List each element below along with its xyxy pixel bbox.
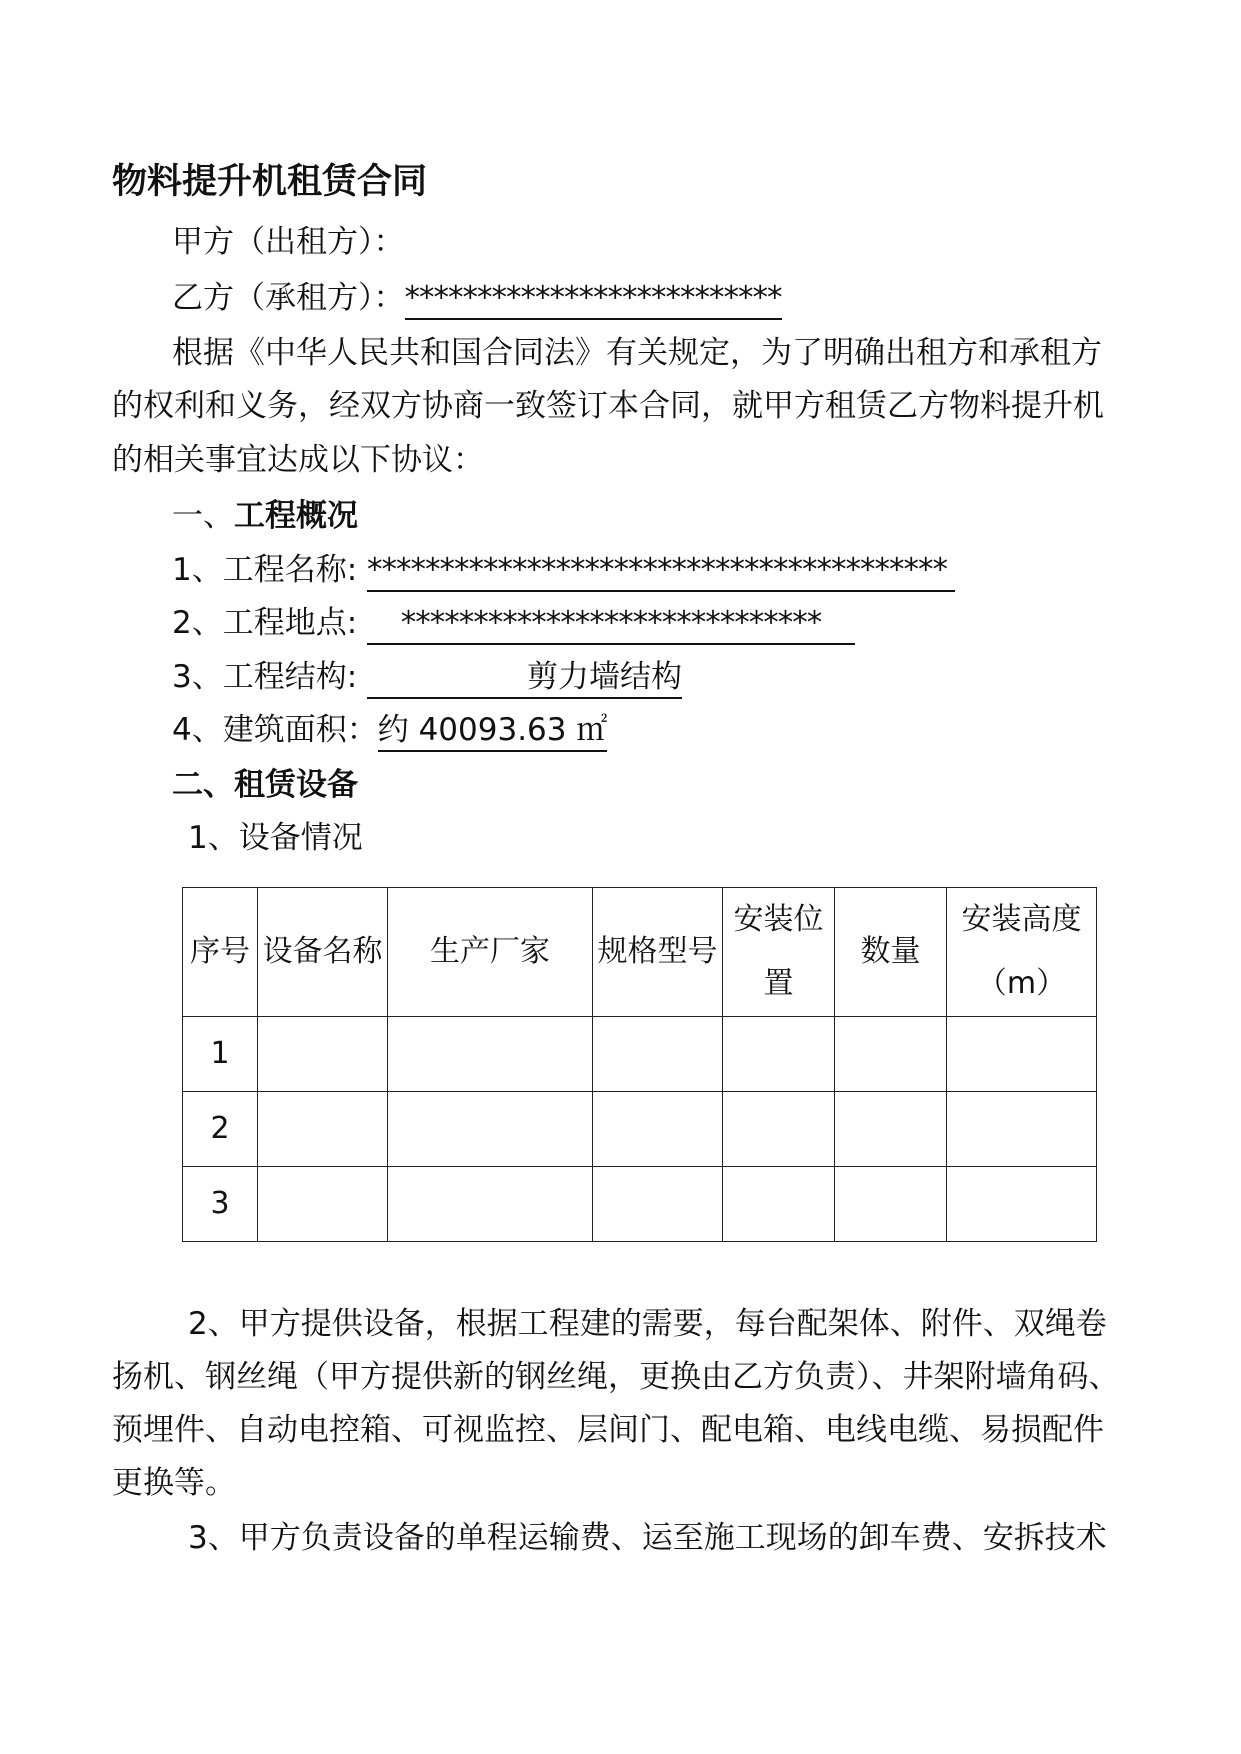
section-2-heading: 二、租赁设备 [172, 767, 358, 803]
table-row [183, 1092, 1097, 1167]
header-cell-quantity: 数量 [835, 888, 947, 1017]
intro-line-2: 的权利和义务，经双方协商一致签订本合同，就甲方租赁乙方物料提升机 [112, 388, 1104, 424]
header-cell-equipment-name: 设备名称 [258, 888, 388, 1017]
project-structure-value: 剪力墙结构 [367, 657, 682, 699]
table-cell [835, 1017, 947, 1092]
table-cell [947, 1017, 1097, 1092]
paragraph-line [112, 1298, 1172, 1351]
table-cell-index: 3 [183, 1167, 258, 1242]
table-cell [835, 1092, 947, 1167]
table-cell [723, 1017, 835, 1092]
section-1-title: 工程概况 [234, 498, 358, 534]
equipment-table [182, 887, 1097, 1242]
project-structure-label: 3、工程结构: [172, 659, 358, 695]
table-cell [388, 1167, 593, 1242]
building-area-label: 4、建筑面积： [172, 712, 378, 748]
document-title: 物料提升机租赁合同 [112, 162, 428, 202]
header-cell-manufacturer: 生产厂家 [388, 888, 593, 1017]
table-cell [593, 1092, 723, 1167]
building-area-line [172, 710, 607, 752]
party-a-line: 甲方（出租方）： [172, 224, 405, 260]
table-cell [723, 1167, 835, 1242]
paragraph-line: 更换等。 [112, 1465, 236, 1501]
table-cell [258, 1017, 388, 1092]
project-name-label: 1、工程名称: [172, 552, 358, 588]
project-location-line [172, 603, 855, 645]
table-row [183, 1167, 1097, 1242]
section-1-prefix: 一、 [172, 498, 234, 534]
project-location-value: ***************************** [367, 603, 855, 645]
project-structure-line [172, 657, 682, 699]
header-cell-index: 序号 [183, 888, 258, 1017]
intro-line-3: 的相关事宜达成以下协议： [112, 442, 484, 478]
table-cell [258, 1092, 388, 1167]
paragraph-text: 2、甲方提供设备，根据工程建的需要，每台配架体、附件、双绳卷 [188, 1306, 1107, 1342]
table-cell [258, 1167, 388, 1242]
equipment-subheading: 1、设备情况 [188, 820, 363, 856]
party-b-value: ************************** [405, 278, 782, 320]
paragraph-text: 3、甲方负责设备的单程运输费、运至施工现场的卸车费、安拆技术 [188, 1520, 1107, 1556]
header-cell-model: 规格型号 [593, 888, 723, 1017]
table-cell [947, 1092, 1097, 1167]
table-cell [835, 1167, 947, 1242]
table-cell [388, 1092, 593, 1167]
paragraph-line: 扬机、钢丝绳（甲方提供新的钢丝绳，更换由乙方负责）、井架附墙角码、 [112, 1359, 1120, 1395]
table-row [183, 1017, 1097, 1092]
table-cell [947, 1167, 1097, 1242]
paragraph-line: 预埋件、自动电控箱、可视监控、层间门、配电箱、电线电缆、易损配件 [112, 1412, 1104, 1448]
project-name-line [172, 550, 955, 592]
transport-cost-paragraph [112, 1512, 1172, 1565]
paragraph-line [112, 1512, 1172, 1565]
section-1-heading [172, 496, 358, 536]
intro-line-1: 根据《中华人民共和国合同法》有关规定，为了明确出租方和承租方 [172, 335, 1102, 371]
header-cell-install-location: 安装位置 [723, 888, 835, 1017]
project-name-value: **************************************** [367, 550, 955, 592]
project-location-label: 2、工程地点: [172, 605, 358, 641]
party-b-label: 乙方（承租方）： [172, 280, 405, 316]
table-cell [593, 1017, 723, 1092]
table-cell [593, 1167, 723, 1242]
building-area-value: 约 40093.63 ㎡ [378, 710, 608, 752]
table-cell-index: 2 [183, 1092, 258, 1167]
party-b-line [172, 278, 782, 320]
equipment-provision-paragraph [112, 1298, 1172, 1510]
table-cell-index: 1 [183, 1017, 258, 1092]
header-cell-install-height: 安装高度（m） [947, 888, 1097, 1017]
table-cell [388, 1017, 593, 1092]
table-header-row [183, 888, 1097, 1017]
table-cell [723, 1092, 835, 1167]
